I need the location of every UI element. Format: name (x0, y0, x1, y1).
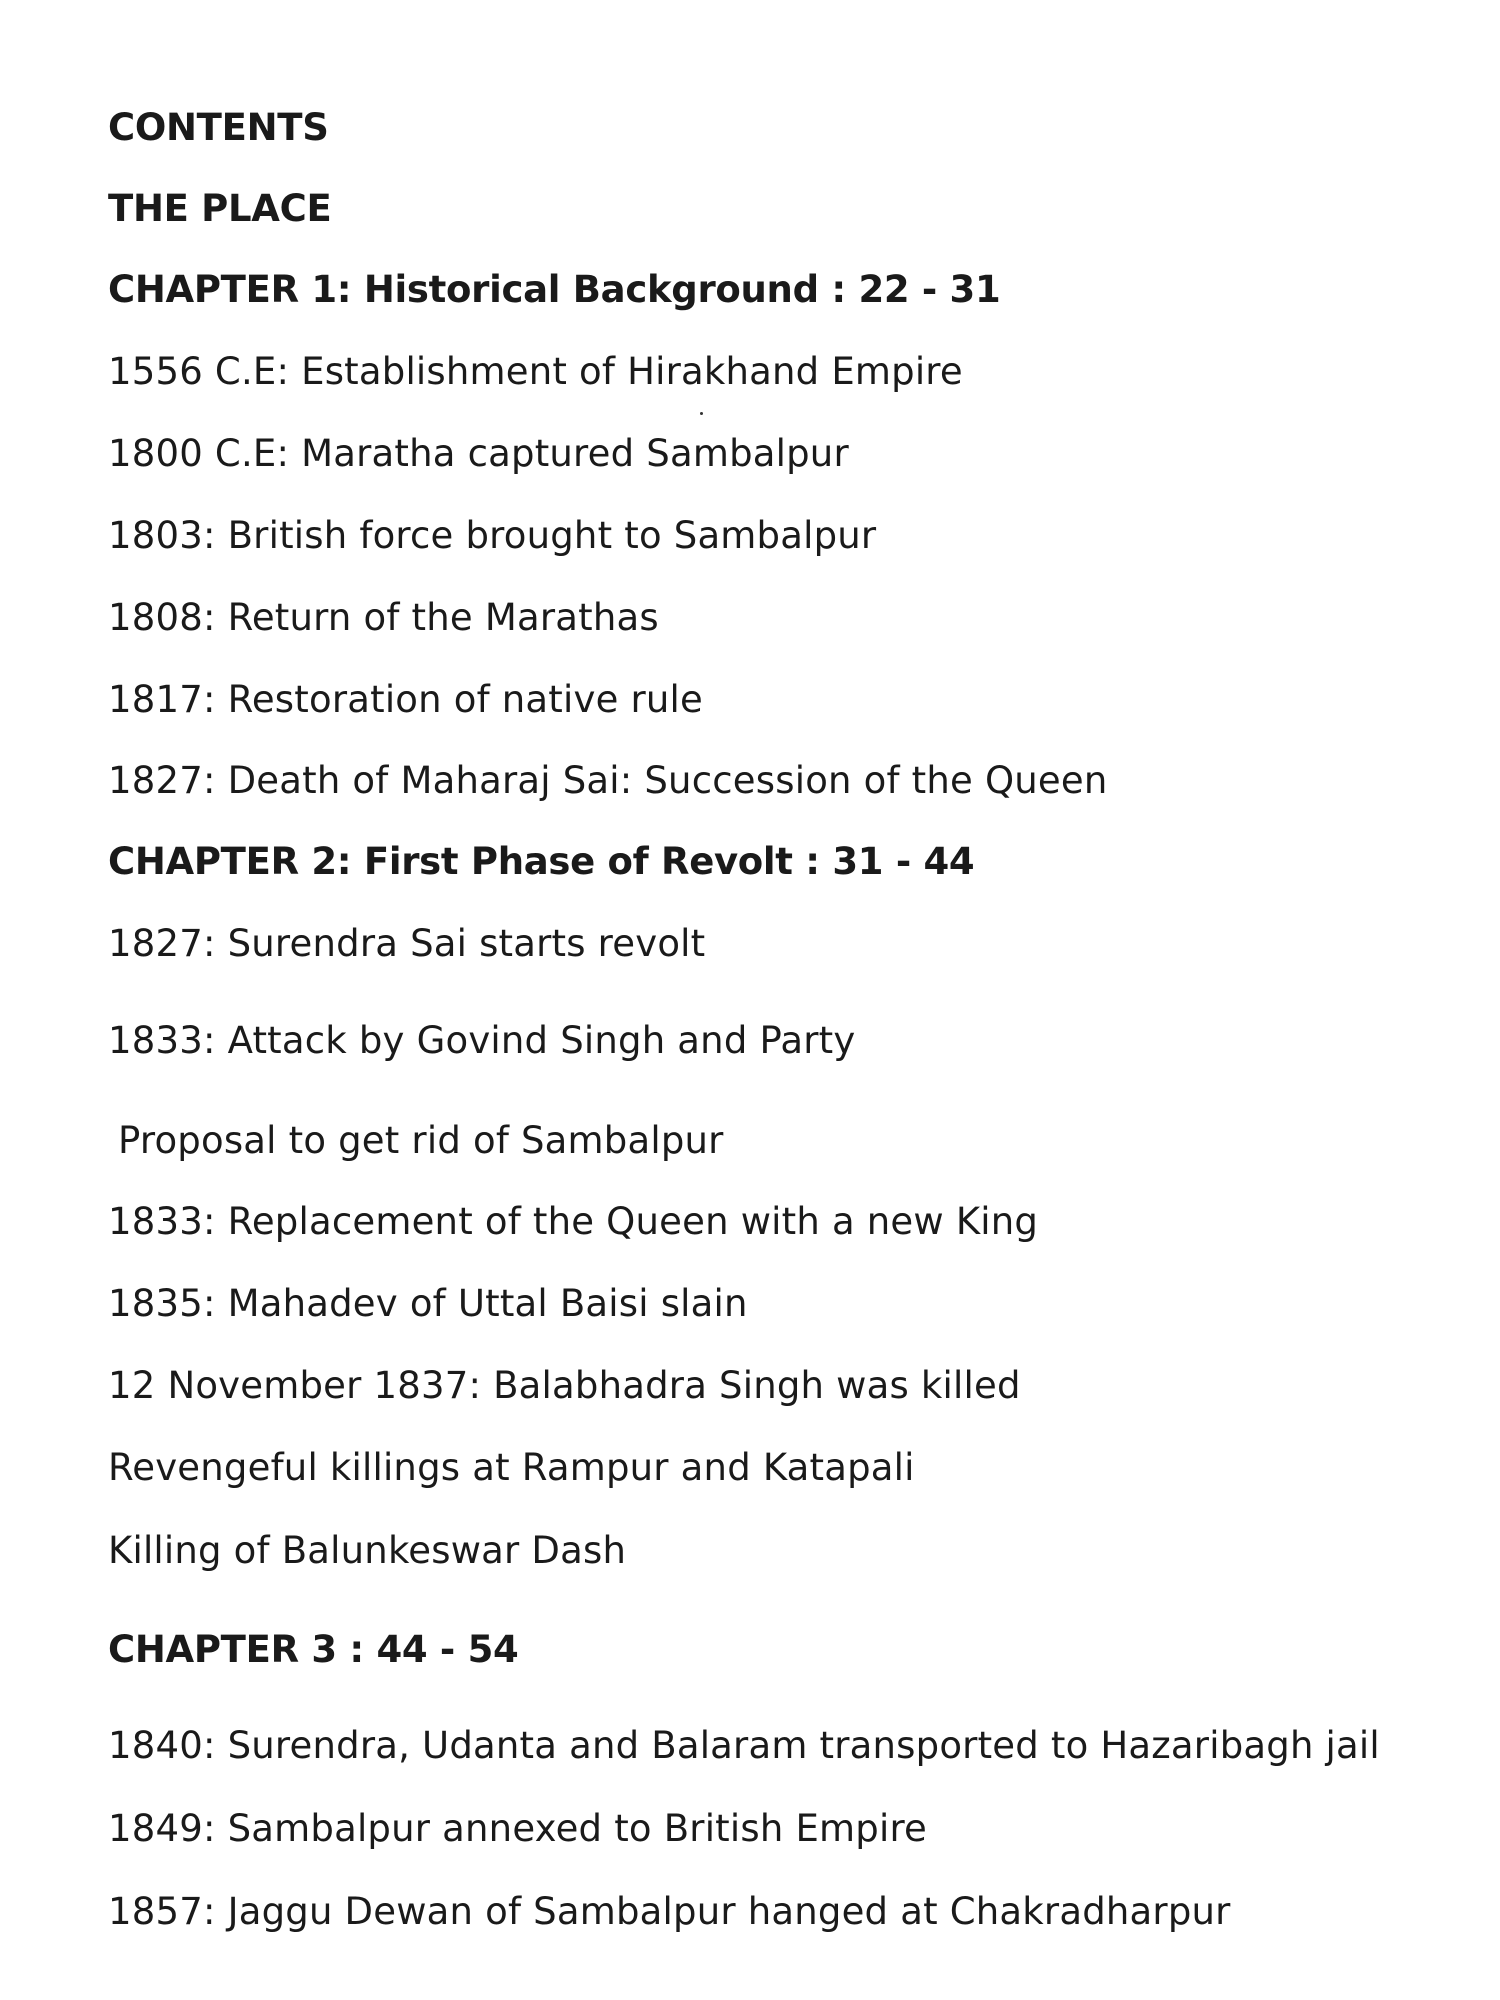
chapter-3-entry: 1840: Surendra, Udanta and Balaram transported to Hazaribagh jail (108, 1724, 1380, 1767)
section-heading-the-place: THE PLACE (108, 187, 332, 230)
chapter-3-heading: CHAPTER 3 : 44 - 54 (108, 1628, 519, 1671)
chapter-2-entry: 1833: Replacement of the Queen with a new King (108, 1200, 1039, 1243)
chapter-3-entry: 1857: Jaggu Dewan of Sambalpur hanged at Chakradharpur (108, 1890, 1231, 1933)
chapter-1-entry: 1817: Restoration of native rule (108, 678, 704, 721)
chapter-2-heading: CHAPTER 2: First Phase of Revolt : 31 - 44 (108, 840, 975, 883)
chapter-2-entry: 1835: Mahadev of Uttal Baisi slain (108, 1282, 748, 1325)
chapter-1-entry: 1808: Return of the Marathas (108, 596, 659, 639)
contents-title: CONTENTS (108, 106, 329, 149)
chapter-1-heading: CHAPTER 1: Historical Background : 22 - 31 (108, 268, 1001, 311)
chapter-2-entry: Revengeful killings at Rampur and Katapali (108, 1446, 915, 1489)
chapter-1-entry: 1803: British force brought to Sambalpur (108, 514, 877, 557)
chapter-3-entry: 1849: Sambalpur annexed to British Empire (108, 1807, 928, 1850)
chapter-2-entry: 1827: Surendra Sai starts revolt (108, 922, 706, 965)
chapter-1-entry: 1827: Death of Maharaj Sai: Succession of the Queen (108, 759, 1108, 802)
chapter-1-entry: 1556 C.E: Establishment of Hirakhand Empire (108, 350, 963, 393)
chapter-2-entry: Killing of Balunkeswar Dash (108, 1529, 627, 1572)
chapter-2-entry: Proposal to get rid of Sambalpur (118, 1119, 724, 1162)
chapter-1-entry: 1800 C.E: Maratha captured Sambalpur (108, 432, 849, 475)
chapter-2-entry: 12 November 1837: Balabhadra Singh was killed (108, 1364, 1021, 1407)
chapter-2-entry: 1833: Attack by Govind Singh and Party (108, 1019, 856, 1062)
print-speck (700, 412, 703, 415)
